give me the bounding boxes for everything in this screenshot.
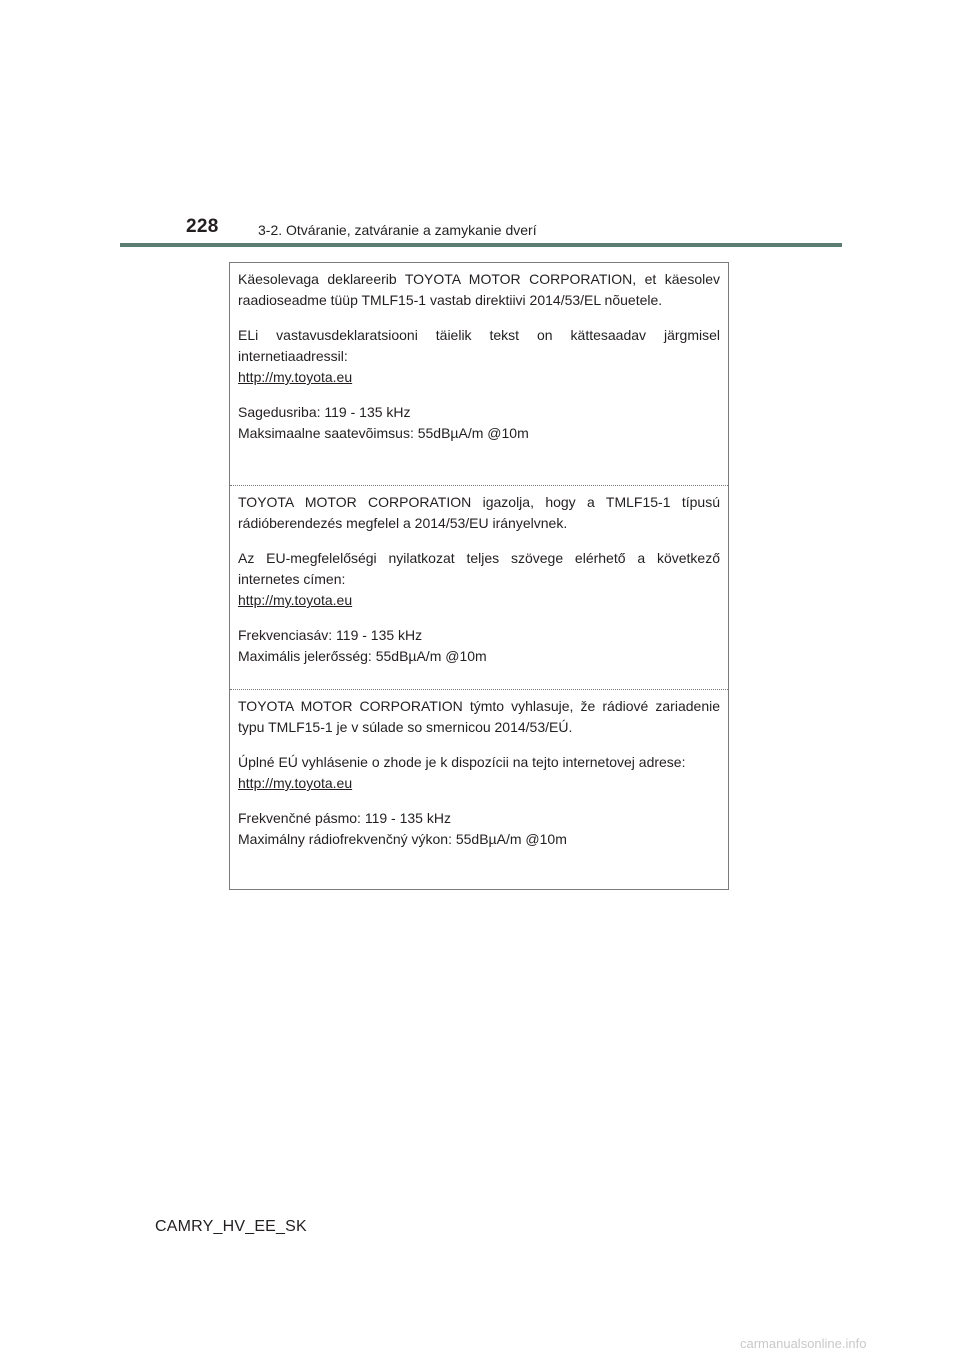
declaration-box — [229, 262, 729, 890]
max-power: Maksimaalne saatevõimsus: 55dBµA/m @10m — [238, 425, 529, 441]
frequency-band: Frekvenciasáv: 119 - 135 kHz — [238, 627, 423, 643]
frequency-band: Sagedusriba: 119 - 135 kHz — [238, 404, 411, 420]
section-title: 3-2. Otváranie, zatváranie a zamykanie dverí — [258, 222, 537, 238]
model-code: CAMRY_HV_EE_SK — [155, 1218, 307, 1235]
toyota-link[interactable]: http://my.toyota.eu — [238, 592, 353, 608]
declaration-text: TOYOTA MOTOR CORPORATION týmto vyhlasuje, že rádiové zariadenie typu TMLF15-1 je v súlade so smernicou 2014/53/EÚ. — [238, 698, 720, 735]
full-text-info: Az EU-megfelelőségi nyilatkozat teljes szövege elérhető a következő internetes címen: — [238, 550, 720, 587]
declaration-block-hungarian — [230, 485, 728, 689]
max-power: Maximális jelerősség: 55dBµA/m @10m — [238, 648, 487, 664]
full-text-info: Úplné EÚ vyhlásenie o zhode je k dispozícii na tejto internetovej adrese: — [238, 754, 686, 770]
declaration-text: Käesolevaga deklareerib TOYOTA MOTOR CORPORATION, et käesolev raadioseadme tüüp TMLF15-1 vastab direktiivi 2014/53/EL nõuetele. — [238, 271, 720, 308]
declaration-text: TOYOTA MOTOR CORPORATION igazolja, hogy a TMLF15-1 típusú rádióberendezés megfelel a 2014/53/EU irányelvnek. — [238, 494, 720, 531]
toyota-link[interactable]: http://my.toyota.eu — [238, 369, 353, 385]
max-power: Maximálny rádiofrekvenčný výkon: 55dBµA/m @10m — [238, 831, 567, 847]
toyota-link[interactable]: http://my.toyota.eu — [238, 775, 353, 791]
frequency-band: Frekvenčné pásmo: 119 - 135 kHz — [238, 810, 451, 826]
declaration-block-slovak — [230, 689, 728, 889]
watermark: carmanualsonline.info — [740, 1336, 867, 1351]
full-text-info: ELi vastavusdeklaratsiooni täielik tekst on kättesaadav järgmisel internetiaadressil: — [238, 327, 720, 364]
page-number: 228 — [186, 216, 219, 237]
declaration-block-estonian — [230, 263, 728, 485]
header-rule — [120, 243, 842, 247]
